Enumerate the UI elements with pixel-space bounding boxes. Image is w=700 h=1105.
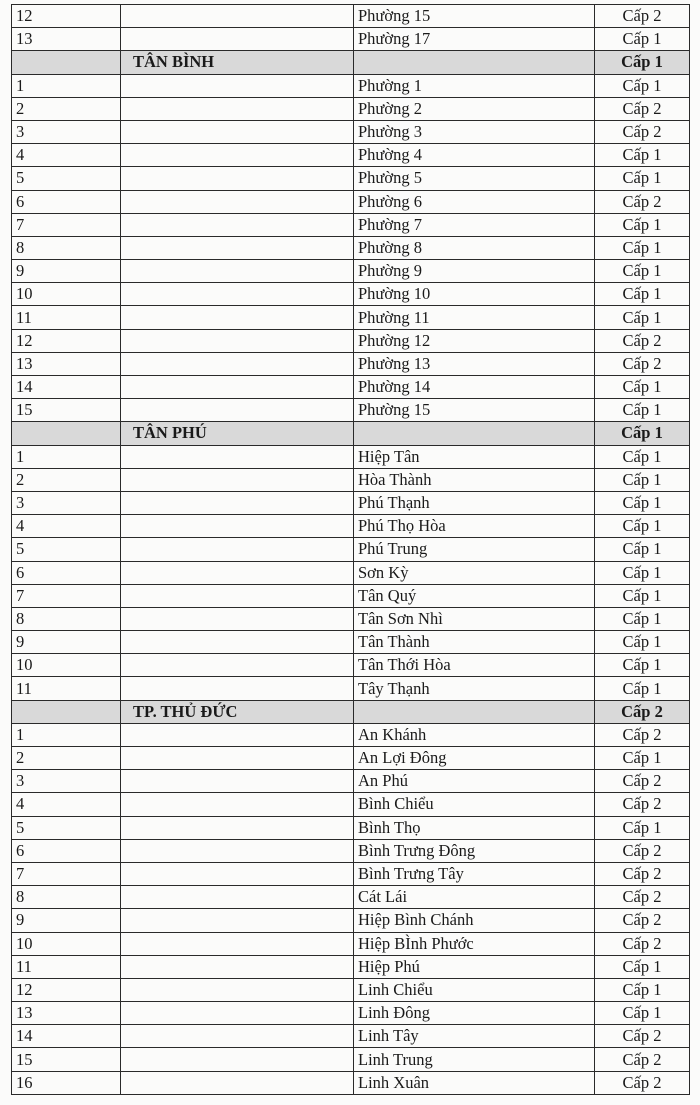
district-cell-empty	[121, 955, 354, 978]
district-name-cell: TP. THỦ ĐỨC	[121, 700, 354, 723]
table-row	[12, 816, 690, 839]
row-number-cell: 5	[12, 167, 121, 190]
row-number-cell: 4	[12, 144, 121, 167]
row-number-cell: 2	[12, 747, 121, 770]
level-cell: Cấp 1	[595, 955, 690, 978]
district-cell-empty	[121, 190, 354, 213]
level-cell: Cấp 1	[595, 816, 690, 839]
level-cell: Cấp 2	[595, 120, 690, 143]
district-cell-empty	[121, 631, 354, 654]
district-cell-empty	[121, 1002, 354, 1025]
row-number-cell: 2	[12, 468, 121, 491]
district-cell-empty	[121, 561, 354, 584]
district-header-row	[12, 700, 690, 723]
level-cell: Cấp 2	[595, 839, 690, 862]
district-cell-empty	[121, 167, 354, 190]
level-cell: Cấp 1	[595, 468, 690, 491]
table-row	[12, 1048, 690, 1071]
district-level-cell: Cấp 1	[595, 51, 690, 74]
ward-classification-table	[11, 4, 690, 1095]
table-row	[12, 654, 690, 677]
table-row	[12, 236, 690, 259]
level-cell: Cấp 1	[595, 260, 690, 283]
district-cell-empty	[121, 120, 354, 143]
row-number-cell: 7	[12, 862, 121, 885]
district-cell-empty	[121, 491, 354, 514]
row-number-cell: 16	[12, 1071, 121, 1094]
district-cell-empty	[121, 515, 354, 538]
ward-name-cell: Tân Thới Hòa	[354, 654, 595, 677]
district-cell-empty	[121, 236, 354, 259]
district-cell-empty	[121, 654, 354, 677]
ward-name-cell: Sơn Kỳ	[354, 561, 595, 584]
table-row	[12, 5, 690, 28]
district-cell-empty	[121, 399, 354, 422]
level-cell: Cấp 1	[595, 399, 690, 422]
level-cell: Cấp 2	[595, 5, 690, 28]
district-cell-empty	[121, 978, 354, 1001]
table-row	[12, 747, 690, 770]
row-number-cell: 4	[12, 793, 121, 816]
row-number-cell: 11	[12, 677, 121, 700]
level-cell: Cấp 2	[595, 1071, 690, 1094]
level-cell: Cấp 2	[595, 190, 690, 213]
row-number-cell: 15	[12, 1048, 121, 1071]
row-number-cell: 3	[12, 120, 121, 143]
table-row	[12, 886, 690, 909]
row-number-cell: 3	[12, 770, 121, 793]
row-number-cell: 10	[12, 654, 121, 677]
ward-name-cell: Bình Trưng Tây	[354, 862, 595, 885]
level-cell: Cấp 1	[595, 584, 690, 607]
table-row	[12, 468, 690, 491]
ward-name-cell: Phú Thạnh	[354, 491, 595, 514]
level-cell: Cấp 1	[595, 677, 690, 700]
district-cell-empty	[121, 306, 354, 329]
level-cell: Cấp 1	[595, 74, 690, 97]
level-cell: Cấp 1	[595, 654, 690, 677]
row-number-cell: 8	[12, 886, 121, 909]
ward-name-cell: Linh Tây	[354, 1025, 595, 1048]
ward-name-cell: Hiệp BÌnh Phước	[354, 932, 595, 955]
table-row	[12, 491, 690, 514]
table-row	[12, 376, 690, 399]
table-row	[12, 190, 690, 213]
row-number-cell: 12	[12, 5, 121, 28]
table-row	[12, 631, 690, 654]
level-cell: Cấp 1	[595, 376, 690, 399]
district-ward-cell-empty	[354, 51, 595, 74]
level-cell: Cấp 2	[595, 723, 690, 746]
ward-name-cell: Phường 2	[354, 97, 595, 120]
district-cell-empty	[121, 352, 354, 375]
level-cell: Cấp 2	[595, 862, 690, 885]
row-number-cell: 6	[12, 561, 121, 584]
level-cell: Cấp 1	[595, 515, 690, 538]
district-cell-empty	[121, 283, 354, 306]
ward-name-cell: Tân Quý	[354, 584, 595, 607]
table-row	[12, 538, 690, 561]
ward-name-cell: Phường 15	[354, 399, 595, 422]
row-number-cell: 2	[12, 97, 121, 120]
row-number-cell: 8	[12, 607, 121, 630]
table-row	[12, 1002, 690, 1025]
table-row	[12, 909, 690, 932]
level-cell: Cấp 1	[595, 538, 690, 561]
district-cell-empty	[121, 28, 354, 51]
district-cell-empty	[121, 677, 354, 700]
district-cell-empty	[121, 1048, 354, 1071]
ward-name-cell: Phường 6	[354, 190, 595, 213]
ward-name-cell: Phường 5	[354, 167, 595, 190]
level-cell: Cấp 2	[595, 909, 690, 932]
table-row	[12, 932, 690, 955]
district-cell-empty	[121, 1071, 354, 1094]
level-cell: Cấp 2	[595, 97, 690, 120]
ward-name-cell: Phú Thọ Hòa	[354, 515, 595, 538]
table-row	[12, 283, 690, 306]
table-row	[12, 793, 690, 816]
row-number-cell: 6	[12, 190, 121, 213]
ward-name-cell: Tân Thành	[354, 631, 595, 654]
level-cell: Cấp 2	[595, 770, 690, 793]
ward-name-cell: Phường 10	[354, 283, 595, 306]
row-number-cell: 12	[12, 329, 121, 352]
level-cell: Cấp 2	[595, 886, 690, 909]
level-cell: Cấp 2	[595, 1048, 690, 1071]
level-cell: Cấp 1	[595, 144, 690, 167]
ward-name-cell: An Khánh	[354, 723, 595, 746]
row-number-cell: 7	[12, 584, 121, 607]
ward-name-cell: Linh Xuân	[354, 1071, 595, 1094]
ward-name-cell: Cát Lái	[354, 886, 595, 909]
district-cell-empty	[121, 886, 354, 909]
ward-name-cell: Bình Thọ	[354, 816, 595, 839]
row-number-cell: 7	[12, 213, 121, 236]
table-row	[12, 862, 690, 885]
level-cell: Cấp 1	[595, 561, 690, 584]
table-row	[12, 607, 690, 630]
ward-name-cell: Bình Trưng Đông	[354, 839, 595, 862]
level-cell: Cấp 2	[595, 1025, 690, 1048]
table-row	[12, 584, 690, 607]
district-cell-empty	[121, 770, 354, 793]
table-row	[12, 1025, 690, 1048]
level-cell: Cấp 1	[595, 491, 690, 514]
district-cell-empty	[121, 376, 354, 399]
table-row	[12, 561, 690, 584]
table-row	[12, 352, 690, 375]
level-cell: Cấp 1	[595, 283, 690, 306]
table-row	[12, 144, 690, 167]
row-number-cell: 1	[12, 74, 121, 97]
district-cell-empty	[121, 932, 354, 955]
table-row	[12, 97, 690, 120]
row-number-cell: 14	[12, 376, 121, 399]
table-row	[12, 329, 690, 352]
ward-name-cell: Phường 3	[354, 120, 595, 143]
ward-name-cell: Phường 17	[354, 28, 595, 51]
table-row	[12, 1071, 690, 1094]
table-row	[12, 28, 690, 51]
table-row	[12, 677, 690, 700]
ward-name-cell: Tân Sơn Nhì	[354, 607, 595, 630]
row-number-cell: 6	[12, 839, 121, 862]
row-number-cell: 9	[12, 260, 121, 283]
ward-name-cell: Hòa Thành	[354, 468, 595, 491]
row-number-cell: 14	[12, 1025, 121, 1048]
table-row	[12, 213, 690, 236]
table-row	[12, 74, 690, 97]
ward-name-cell: Phường 4	[354, 144, 595, 167]
district-cell-empty	[121, 5, 354, 28]
ward-name-cell: Phường 14	[354, 376, 595, 399]
ward-name-cell: An Phú	[354, 770, 595, 793]
row-number-cell: 13	[12, 1002, 121, 1025]
level-cell: Cấp 2	[595, 352, 690, 375]
level-cell: Cấp 1	[595, 978, 690, 1001]
table-row	[12, 839, 690, 862]
row-number-cell: 5	[12, 816, 121, 839]
district-cell-empty	[121, 793, 354, 816]
ward-name-cell: Hiệp Tân	[354, 445, 595, 468]
district-cell-empty	[121, 468, 354, 491]
row-number-cell: 4	[12, 515, 121, 538]
district-cell-empty	[121, 862, 354, 885]
district-cell-empty	[121, 839, 354, 862]
level-cell: Cấp 2	[595, 329, 690, 352]
district-cell-empty	[121, 144, 354, 167]
district-number-cell-empty	[12, 51, 121, 74]
table-row	[12, 260, 690, 283]
ward-name-cell: Phường 12	[354, 329, 595, 352]
table-row	[12, 978, 690, 1001]
table-row	[12, 120, 690, 143]
district-level-cell: Cấp 2	[595, 700, 690, 723]
row-number-cell: 9	[12, 631, 121, 654]
table-row	[12, 306, 690, 329]
ward-name-cell: Phường 9	[354, 260, 595, 283]
district-cell-empty	[121, 607, 354, 630]
row-number-cell: 1	[12, 445, 121, 468]
ward-name-cell: Phường 11	[354, 306, 595, 329]
level-cell: Cấp 1	[595, 445, 690, 468]
level-cell: Cấp 1	[595, 747, 690, 770]
table-row	[12, 445, 690, 468]
district-cell-empty	[121, 584, 354, 607]
ward-name-cell: Phường 7	[354, 213, 595, 236]
row-number-cell: 1	[12, 723, 121, 746]
district-level-cell: Cấp 1	[595, 422, 690, 445]
table-row	[12, 955, 690, 978]
district-cell-empty	[121, 747, 354, 770]
row-number-cell: 3	[12, 491, 121, 514]
row-number-cell: 15	[12, 399, 121, 422]
row-number-cell: 13	[12, 28, 121, 51]
level-cell: Cấp 1	[595, 167, 690, 190]
table-row	[12, 515, 690, 538]
district-name-cell: TÂN BÌNH	[121, 51, 354, 74]
table-row	[12, 770, 690, 793]
table-row	[12, 167, 690, 190]
district-header-row	[12, 422, 690, 445]
ward-name-cell: Linh Trung	[354, 1048, 595, 1071]
ward-name-cell: Linh Đông	[354, 1002, 595, 1025]
level-cell: Cấp 1	[595, 306, 690, 329]
level-cell: Cấp 2	[595, 932, 690, 955]
ward-name-cell: Hiệp Bình Chánh	[354, 909, 595, 932]
district-cell-empty	[121, 213, 354, 236]
district-cell-empty	[121, 329, 354, 352]
district-ward-cell-empty	[354, 700, 595, 723]
level-cell: Cấp 2	[595, 793, 690, 816]
ward-name-cell: Hiệp Phú	[354, 955, 595, 978]
district-cell-empty	[121, 74, 354, 97]
ward-name-cell: Phú Trung	[354, 538, 595, 561]
level-cell: Cấp 1	[595, 1002, 690, 1025]
row-number-cell: 10	[12, 932, 121, 955]
row-number-cell: 12	[12, 978, 121, 1001]
row-number-cell: 9	[12, 909, 121, 932]
district-cell-empty	[121, 816, 354, 839]
row-number-cell: 8	[12, 236, 121, 259]
row-number-cell: 5	[12, 538, 121, 561]
level-cell: Cấp 1	[595, 607, 690, 630]
district-cell-empty	[121, 909, 354, 932]
ward-name-cell: Phường 15	[354, 5, 595, 28]
district-ward-cell-empty	[354, 422, 595, 445]
district-cell-empty	[121, 1025, 354, 1048]
district-header-row	[12, 51, 690, 74]
district-cell-empty	[121, 445, 354, 468]
ward-name-cell: Phường 13	[354, 352, 595, 375]
level-cell: Cấp 1	[595, 631, 690, 654]
row-number-cell: 13	[12, 352, 121, 375]
ward-name-cell: An Lợi Đông	[354, 747, 595, 770]
ward-name-cell: Phường 1	[354, 74, 595, 97]
row-number-cell: 10	[12, 283, 121, 306]
district-number-cell-empty	[12, 700, 121, 723]
level-cell: Cấp 1	[595, 213, 690, 236]
district-cell-empty	[121, 538, 354, 561]
level-cell: Cấp 1	[595, 236, 690, 259]
ward-name-cell: Bình Chiểu	[354, 793, 595, 816]
row-number-cell: 11	[12, 955, 121, 978]
district-name-cell: TÂN PHÚ	[121, 422, 354, 445]
ward-name-cell: Phường 8	[354, 236, 595, 259]
district-cell-empty	[121, 97, 354, 120]
ward-name-cell: Tây Thạnh	[354, 677, 595, 700]
row-number-cell: 11	[12, 306, 121, 329]
district-cell-empty	[121, 723, 354, 746]
level-cell: Cấp 1	[595, 28, 690, 51]
district-number-cell-empty	[12, 422, 121, 445]
district-cell-empty	[121, 260, 354, 283]
table-body	[12, 5, 690, 1095]
table-row	[12, 399, 690, 422]
ward-name-cell: Linh Chiểu	[354, 978, 595, 1001]
table-row	[12, 723, 690, 746]
